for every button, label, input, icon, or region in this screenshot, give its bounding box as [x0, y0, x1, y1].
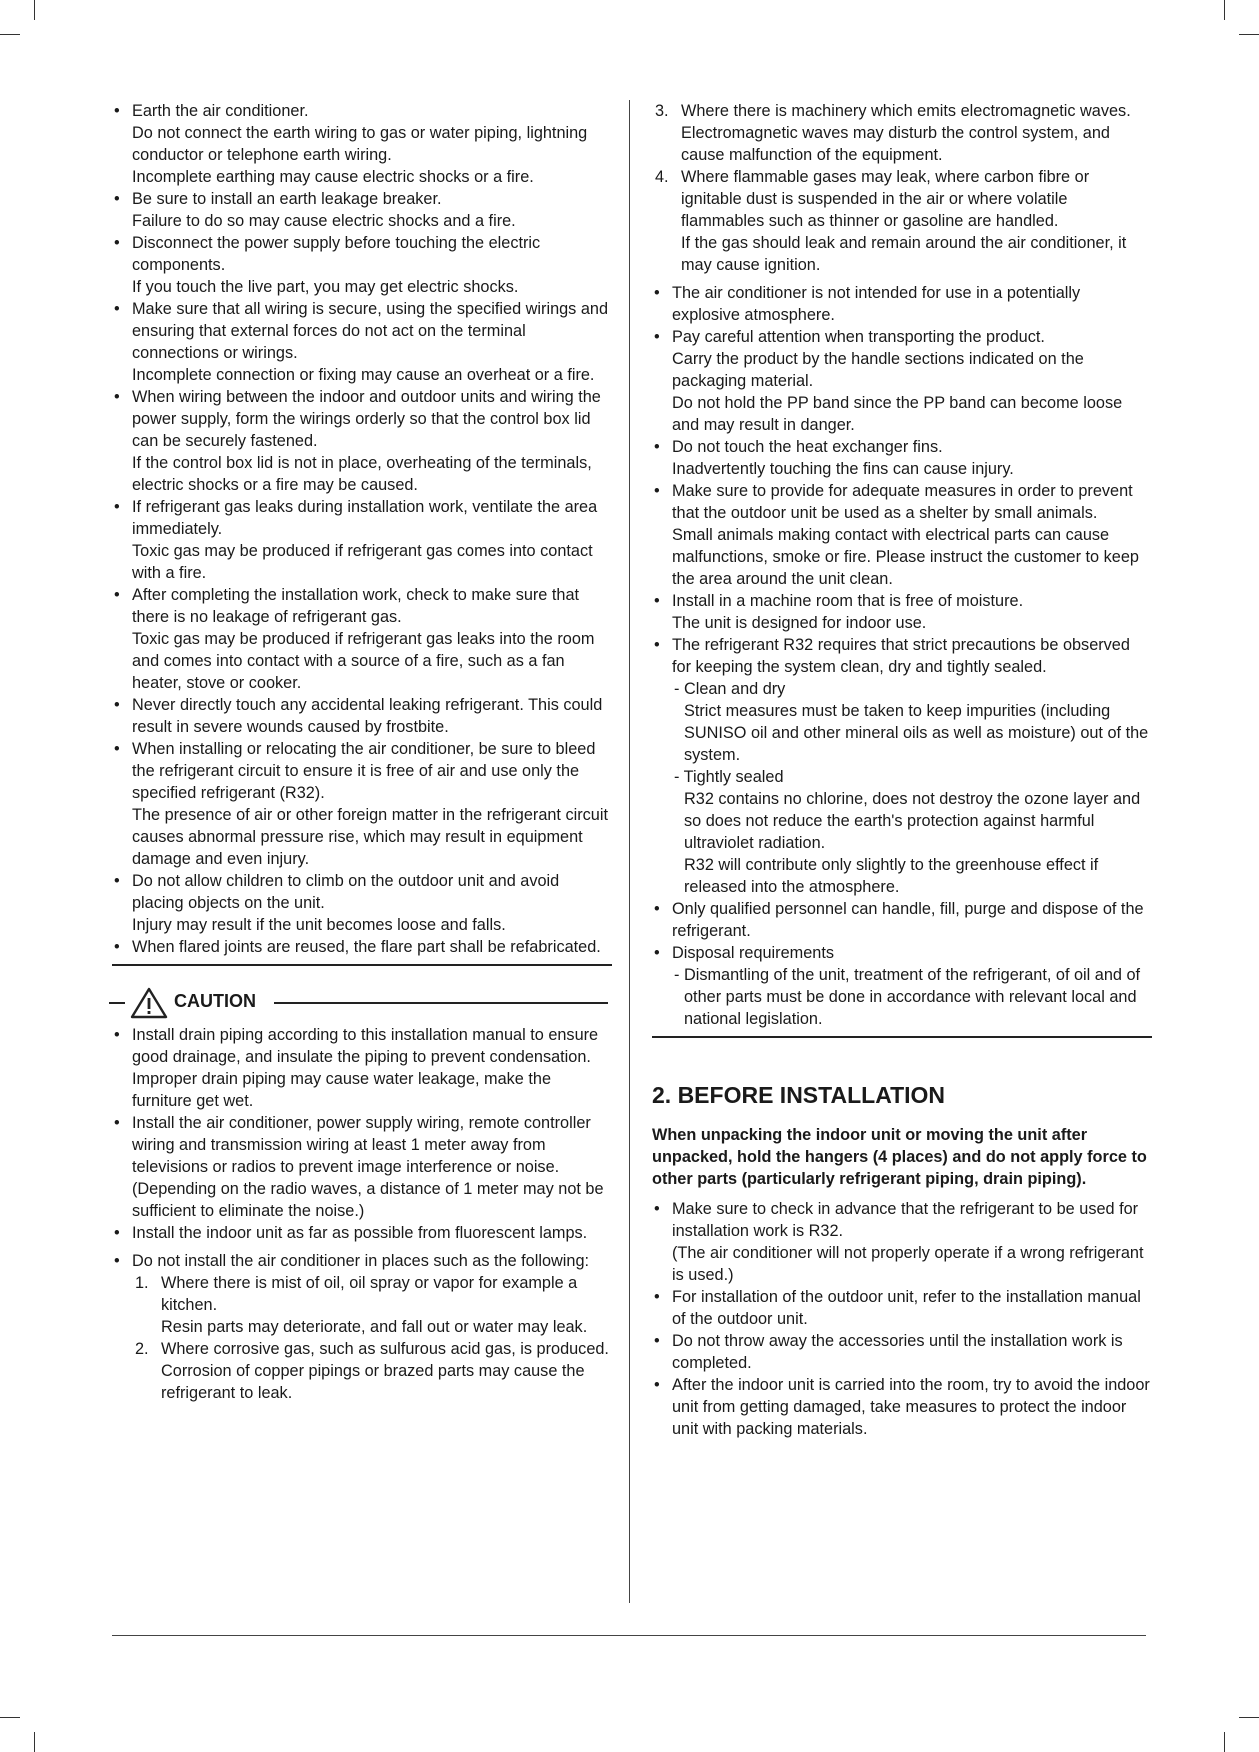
item-detail: If you touch the live part, you may get electric shocks.	[132, 278, 519, 296]
item-text: • Do not throw away the accessories until the installation work is completed.	[672, 1332, 1123, 1372]
item-detail: Small animals making contact with electrical parts can cause malfunctions, smoke or fire. Please instruct the customer to keep the area around the unit clean.	[672, 526, 1139, 588]
section-intro: When unpacking the indoor unit or moving the unit after unpacked, hold the hangers (4 places) and do not apply force to other parts (particularly refrigerant piping, drain piping).	[652, 1126, 1147, 1188]
item-text: • For installation of the outdoor unit, refer to the installation manual of the outdoor unit.	[672, 1288, 1141, 1328]
r32-sealed-text: R32 will contribute only slightly to the greenhouse effect if released into the atmosphere.	[684, 856, 1099, 896]
item-detail: Toxic gas may be produced if refrigerant gas leaks into the room and comes into contact with a source of a fire, such as a fan heater, stove or cooker.	[132, 630, 595, 692]
item-number: 4.	[655, 168, 669, 186]
list-item	[652, 1374, 1152, 1440]
qualified-personnel-text: • Only qualified personnel can handle, fill, purge and dispose of the refrigerant.	[672, 900, 1144, 940]
item-detail: Failure to do so may cause electric shocks and a fire.	[132, 212, 516, 230]
list-item	[652, 942, 1152, 1030]
crop-mark	[0, 34, 20, 35]
item-text: • Install in a machine room that is free of moisture.	[672, 592, 1024, 610]
item-detail: If the gas should leak and remain around the air conditioner, it may cause ignition.	[681, 234, 1127, 274]
item-number: 3.	[655, 102, 669, 120]
item-detail: Electromagnetic waves may disturb the control system, and cause malfunction of the equipment.	[681, 124, 1110, 164]
item-detail: Toxic gas may be produced if refrigerant gas comes into contact with a fire.	[132, 542, 593, 582]
item-detail: If the control box lid is not in place, overheating of the terminals, electric shocks or a fire may be caused.	[132, 454, 592, 494]
item-text: • After completing the installation work, check to make sure that there is no leakage of refrigerant gas.	[132, 586, 580, 626]
item-text: • Install drain piping according to this installation manual to ensure good drainage, and insulate the piping to prevent condensation.	[132, 1026, 599, 1066]
disposal-text: - Dismantling of the unit, treatment of the refrigerant, of oil and of other parts must be done in accordance with relevant local and national legislation.	[674, 966, 1141, 1028]
r32-clean-text: Strict measures must be taken to keep impurities (including SUNISO oil and other mineral oils as well as moisture) out of the system.	[684, 702, 1149, 764]
list-item	[112, 1112, 612, 1222]
list-item	[112, 1250, 612, 1404]
list-item	[652, 282, 1152, 326]
item-text: • When installing or relocating the air conditioner, be sure to bleed the refrigerant circuit to ensure it is free of air and use only the specified refrigerant (R32).	[132, 740, 596, 802]
numbered-item	[132, 1272, 612, 1338]
places-list	[132, 1272, 612, 1404]
crop-mark	[1239, 34, 1259, 35]
item-number: 1.	[135, 1274, 149, 1292]
item-text: • Disconnect the power supply before touching the electric components.	[132, 234, 541, 274]
item-text: • When flared joints are reused, the flare part shall be refabricated.	[132, 938, 601, 956]
list-item	[112, 1222, 612, 1244]
list-item	[652, 590, 1152, 634]
item-text: • Pay careful attention when transporting the product.	[672, 328, 1045, 346]
item-text: • Make sure that all wiring is secure, using the specified wirings and ensuring that external forces do not act on the terminal connections or wirings.	[132, 300, 609, 362]
item-number: 2.	[135, 1340, 149, 1358]
crop-mark	[0, 1717, 20, 1718]
r32-lead: • The refrigerant R32 requires that strict precautions be observed for keeping the system clean, dry and tightly sealed.	[672, 636, 1130, 676]
list-item	[652, 326, 1152, 436]
list-item	[112, 870, 612, 936]
item-detail: Do not hold the PP band since the PP band can become loose and may result in danger.	[672, 394, 1123, 434]
section-rule	[112, 964, 612, 966]
numbered-item	[132, 1338, 612, 1404]
list-item	[652, 480, 1152, 590]
item-text: Where flammable gases may leak, where carbon fibre or ignitable dust is suspended in the air or where volatile flammables such as thinner or gasoline are handled.	[681, 168, 1090, 230]
item-text: Where there is mist of oil, oil spray or vapor for example a kitchen.	[161, 1274, 578, 1314]
item-detail: Inadvertently touching the fins can cause injury.	[672, 460, 1014, 478]
item-text: • Never directly touch any accidental leaking refrigerant. This could result in severe wounds caused by frostbite.	[132, 696, 603, 736]
item-text: • When wiring between the indoor and outdoor units and wiring the power supply, form the wirings orderly so that the control box lid can be securely fastened.	[132, 388, 601, 450]
list-item	[112, 738, 612, 870]
footer-rule	[112, 1635, 1146, 1636]
crop-mark	[34, 0, 35, 20]
list-item	[112, 584, 612, 694]
item-detail: The unit is designed for indoor use.	[672, 614, 927, 632]
list-item	[112, 298, 612, 386]
section-rule	[652, 1036, 1152, 1038]
list-item	[112, 100, 612, 188]
crop-mark	[34, 1732, 35, 1752]
list-item	[112, 694, 612, 738]
warning-triangle-icon	[130, 987, 168, 1019]
disposal-heading: • Disposal requirements	[672, 944, 834, 962]
item-text: Where corrosive gas, such as sulfurous acid gas, is produced.	[161, 1340, 609, 1358]
item-detail: Do not connect the earth wiring to gas or water piping, lightning conductor or telephone earth wiring.	[132, 124, 588, 164]
item-detail: The presence of air or other foreign matter in the refrigerant circuit causes abnormal pressure rise, which may result in equipment damage and even injury.	[132, 806, 608, 868]
item-text: • Do not touch the heat exchanger fins.	[672, 438, 943, 456]
rule-line	[274, 1002, 608, 1004]
item-text: • Install the indoor unit as far as possible from fluorescent lamps.	[132, 1224, 588, 1242]
r32-block	[652, 634, 1152, 1030]
list-item	[652, 1330, 1152, 1374]
warning-list	[112, 100, 612, 958]
item-text: • After the indoor unit is carried into the room, try to avoid the indoor unit from getting damaged, take measures to protect the indoor unit with packing materials.	[672, 1376, 1150, 1438]
caution-header	[112, 986, 612, 1020]
list-item	[652, 436, 1152, 480]
places-block	[112, 1250, 612, 1404]
list-item	[652, 898, 1152, 942]
item-detail: Corrosion of copper pipings or brazed parts may cause the refrigerant to leak.	[161, 1362, 585, 1402]
column-divider	[629, 100, 630, 1603]
section-title: 2. BEFORE INSTALLATION	[652, 1082, 946, 1108]
item-detail: Injury may result if the unit becomes loose and falls.	[132, 916, 506, 934]
list-item	[112, 386, 612, 496]
item-text: • Make sure to check in advance that the refrigerant to be used for installation work is R32.	[672, 1200, 1139, 1240]
crop-mark	[1239, 1717, 1259, 1718]
rule-line	[109, 1002, 125, 1004]
item-text: • Be sure to install an earth leakage breaker.	[132, 190, 442, 208]
r32-clean-heading: - Clean and dry	[674, 680, 786, 698]
item-detail: Carry the product by the handle sections indicated on the packaging material.	[672, 350, 1084, 390]
r32-sealed-heading: - Tightly sealed	[674, 768, 784, 786]
crop-mark	[1224, 1732, 1225, 1752]
list-item	[112, 188, 612, 232]
list-item	[112, 496, 612, 584]
item-text: Where there is machinery which emits electromagnetic waves.	[681, 102, 1131, 120]
precaution-list	[652, 282, 1152, 634]
item-text: • Make sure to provide for adequate measures in order to prevent that the outdoor unit be used as a shelter by small animals.	[672, 482, 1133, 522]
item-text: • Do not allow children to climb on the outdoor unit and avoid placing objects on the unit.	[132, 872, 560, 912]
places-list-continued	[652, 100, 1152, 276]
item-detail: Incomplete connection or fixing may cause an overheat or a fire.	[132, 366, 595, 384]
list-item	[652, 634, 1152, 898]
right-column	[652, 100, 1152, 1440]
left-column	[112, 100, 612, 1404]
item-detail: (The air conditioner will not properly operate if a wrong refrigerant is used.)	[672, 1244, 1144, 1284]
item-detail: (Depending on the radio waves, a distance of 1 meter may not be sufficient to eliminate the noise.)	[132, 1180, 604, 1220]
caution-label: CAUTION	[174, 991, 256, 1011]
before-installation-list	[652, 1198, 1152, 1440]
list-item	[112, 232, 612, 298]
item-detail: Incomplete earthing may cause electric shocks or a fire.	[132, 168, 534, 186]
list-item	[652, 1198, 1152, 1286]
numbered-item	[652, 100, 1152, 166]
item-text: • If refrigerant gas leaks during installation work, ventilate the area immediately.	[132, 498, 598, 538]
numbered-item	[652, 166, 1152, 276]
item-detail: Resin parts may deteriorate, and fall out or water may leak.	[161, 1318, 588, 1336]
list-item	[652, 1286, 1152, 1330]
item-text: • Earth the air conditioner.	[132, 102, 309, 120]
caution-list	[112, 1024, 612, 1244]
places-intro: • Do not install the air conditioner in places such as the following:	[132, 1252, 590, 1270]
r32-sealed-text: R32 contains no chlorine, does not destroy the ozone layer and so does not reduce the earth's protection against harmful ultraviolet radiation.	[684, 790, 1141, 852]
item-text: • The air conditioner is not intended for use in a potentially explosive atmosphere.	[672, 284, 1081, 324]
list-item	[112, 1024, 612, 1112]
crop-mark	[1224, 0, 1225, 20]
item-detail: Improper drain piping may cause water leakage, make the furniture get wet.	[132, 1070, 552, 1110]
item-text: • Install the air conditioner, power supply wiring, remote controller wiring and transmission wiring at least 1 meter away from televisions or radios to prevent image interference or noise.	[132, 1114, 591, 1176]
list-item	[112, 936, 612, 958]
